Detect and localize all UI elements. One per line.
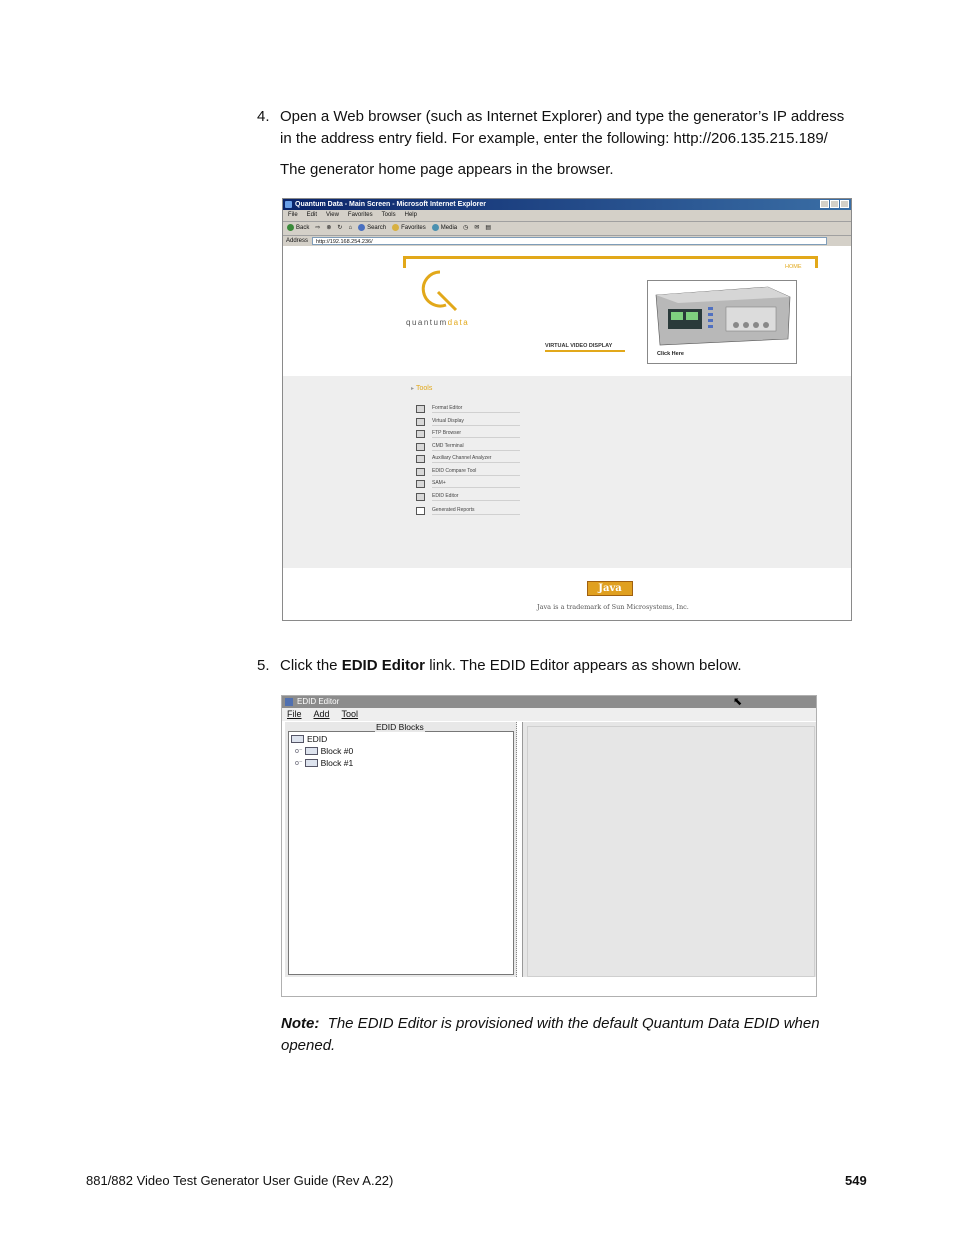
vvd-rule: [545, 350, 625, 352]
ie-menu-help[interactable]: Help: [404, 212, 417, 218]
mail-icon[interactable]: ✉: [474, 225, 480, 231]
computer-icon: [416, 455, 425, 463]
maximize-icon[interactable]: [830, 200, 839, 208]
step-4-text-line1: Open a Web browser (such as Internet Explorer) and type the generator’s IP address: [280, 108, 845, 125]
folder-icon: [305, 759, 318, 767]
edid-menu-add[interactable]: Add: [313, 709, 330, 719]
ie-menubar: [283, 210, 851, 222]
folder-icon: [305, 747, 318, 755]
forward-icon[interactable]: ⇨: [315, 225, 321, 231]
browser-screenshot: [282, 198, 852, 621]
edid-menu-tool[interactable]: Tool: [341, 709, 359, 719]
tool-generated-reports[interactable]: Generated Reports: [416, 505, 520, 518]
step-5-text: [280, 655, 880, 677]
media-icon: [432, 224, 439, 231]
tool-edid-compare[interactable]: EDID Compare Tool: [416, 466, 520, 479]
java-logo[interactable]: Java: [587, 581, 633, 596]
browser-footer: [283, 568, 851, 621]
tool-edid-editor[interactable]: EDID Editor: [416, 491, 520, 504]
generator-device-icon: [648, 281, 794, 351]
tools-header: ▸ Tools: [411, 385, 432, 392]
note: [281, 1013, 856, 1057]
tree-block-1[interactable]: [295, 758, 353, 768]
logo-text: [406, 318, 469, 327]
tool-aux-channel-analyzer[interactable]: Auxiliary Channel Analyzer: [416, 453, 520, 466]
tools-list: [416, 403, 520, 518]
mouse-cursor-icon: ⬉: [733, 696, 743, 708]
favorites-icon: [392, 224, 399, 231]
search-button[interactable]: Search: [358, 222, 386, 235]
java-trademark: Java is a trademark of Sun Microsystems, Inc.: [537, 603, 689, 611]
computer-icon: [416, 430, 425, 438]
tree-block-0[interactable]: [295, 746, 353, 756]
step-5-prefix: Click the: [280, 657, 342, 674]
computer-icon: [416, 418, 425, 426]
expand-handle-icon[interactable]: o⁻: [295, 748, 303, 755]
refresh-icon[interactable]: ↻: [337, 225, 343, 231]
tool-cmd-terminal[interactable]: CMD Terminal: [416, 441, 520, 454]
ie-menu-file[interactable]: File: [288, 212, 298, 218]
tools-area: [283, 376, 851, 568]
close-icon[interactable]: [840, 200, 849, 208]
edid-tree: [288, 731, 514, 975]
click-here-link[interactable]: Click Here: [657, 351, 684, 357]
computer-icon: [416, 493, 425, 501]
step-5-number: 5.: [257, 657, 270, 674]
tool-ftp-browser[interactable]: FTP Browser: [416, 428, 520, 441]
tool-virtual-display[interactable]: Virtual Display: [416, 416, 520, 429]
favorites-button[interactable]: Favorites: [392, 222, 426, 235]
back-icon: [287, 224, 294, 231]
ie-menu-view[interactable]: View: [326, 212, 339, 218]
app-icon: [285, 698, 293, 706]
ie-menu-edit[interactable]: Edit: [306, 212, 318, 218]
edid-menu-file[interactable]: File: [287, 709, 302, 719]
generator-photo[interactable]: [647, 280, 797, 364]
ie-menu-tools[interactable]: Tools: [381, 212, 396, 218]
virtual-video-display-label: VIRTUAL VIDEO DISPLAY: [545, 343, 613, 349]
tree-root-label: EDID: [307, 734, 328, 744]
edid-menubar: [282, 708, 816, 721]
logo-text-b: data: [447, 318, 470, 327]
edid-blocks-panel: [285, 722, 517, 977]
step-5-bold: EDID Editor: [341, 657, 426, 674]
step-4-number: 4.: [257, 108, 270, 125]
pen-icon: [416, 405, 425, 413]
note-text: The EDID Editor is provisioned with the default Quantum Data EDID when opened.: [281, 1015, 820, 1054]
step-4-text-line2: in the address entry field. For example, enter the following: http://206.135.215.189/: [280, 130, 828, 147]
header-rule-right: [815, 256, 818, 268]
header-rule-left: [403, 256, 406, 268]
back-button[interactable]: Back: [287, 222, 309, 235]
ie-menu-favorites[interactable]: Favorites: [347, 212, 373, 218]
logo-text-a: quantum: [406, 318, 448, 327]
edid-blocks-title: EDID Blocks: [376, 722, 424, 732]
history-icon[interactable]: ◷: [463, 225, 469, 231]
ie-window-title: Quantum Data - Main Screen - Microsoft Internet Explorer: [295, 201, 486, 208]
edid-editor-screenshot: [281, 695, 817, 997]
tree-root-edid[interactable]: [291, 734, 327, 744]
media-button[interactable]: Media: [432, 222, 457, 235]
tool-sam-plus[interactable]: SAM+: [416, 478, 520, 491]
ie-title-bar: [283, 199, 851, 210]
note-label: Note:: [281, 1015, 320, 1032]
computer-icon: [416, 443, 425, 451]
search-icon: [358, 224, 365, 231]
header-rule: [403, 256, 818, 259]
ie-icon: [285, 201, 292, 208]
folder-icon: [291, 735, 304, 743]
footer-title: 881/882 Video Test Generator User Guide (Rev A.22): [86, 1173, 394, 1188]
tree-block-1-label: Block #1: [320, 758, 354, 768]
address-label: Address: [286, 238, 309, 244]
ie-toolbar: [283, 222, 851, 236]
home-icon[interactable]: ⌂: [348, 225, 353, 231]
home-link[interactable]: HOME: [785, 264, 802, 270]
tool-format-editor[interactable]: Format Editor: [416, 403, 520, 416]
computer-icon: [416, 468, 425, 476]
stop-icon[interactable]: ⊗: [326, 225, 332, 231]
print-icon[interactable]: ▤: [485, 225, 492, 231]
step-5-suffix: link. The EDID Editor appears as shown below.: [425, 657, 742, 674]
edid-title-bar: [282, 696, 816, 708]
expand-handle-icon[interactable]: o⁻: [295, 760, 303, 767]
document-icon: [416, 507, 425, 515]
page-number: 549: [845, 1173, 867, 1188]
tree-block-0-label: Block #0: [320, 746, 354, 756]
minimize-icon[interactable]: [820, 200, 829, 208]
step-4-followup: The generator home page appears in the browser.: [280, 161, 614, 178]
quantum-data-logo-icon: [416, 268, 464, 312]
edid-detail-panel: [522, 722, 816, 977]
qd-header: [283, 246, 851, 374]
computer-icon: [416, 480, 425, 488]
edid-window-title: EDID Editor: [297, 697, 340, 706]
address-input[interactable]: http://192.168.254.236/: [312, 237, 827, 245]
